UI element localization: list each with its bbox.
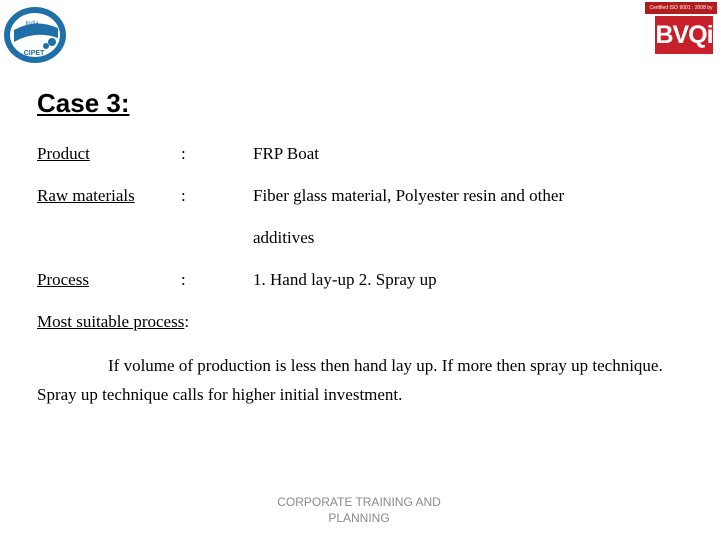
product-label: Product — [37, 144, 90, 163]
product-value: FRP Boat — [253, 144, 319, 163]
certification-caption: Certified ISO 9001 : 2008 by — [645, 2, 717, 14]
bvqi-mark — [655, 16, 713, 54]
most-suitable-colon: : — [184, 312, 190, 331]
cipet-logo-top-text: India — [25, 21, 39, 27]
footer — [259, 494, 459, 526]
explanation-paragraph: If volume of production is less then hand lay up. If more then spray up technique. Spray up technique calls for higher initial investment. — [37, 356, 663, 404]
footer-line-2: PLANNING — [328, 511, 390, 525]
cipet-logo-bottom-text: CIPET — [23, 50, 45, 57]
product-colon: : — [181, 144, 186, 163]
raw-materials-colon: : — [181, 186, 186, 205]
most-suitable-label: Most suitable process — [37, 312, 185, 331]
bvqi-logo — [645, 2, 717, 54]
page-title: Case 3: — [37, 88, 130, 118]
process-label: Process — [37, 270, 89, 289]
process-colon: : — [181, 270, 186, 289]
bvqi-mark-text: BVQi — [655, 21, 713, 49]
cipet-logo — [2, 4, 70, 66]
most-suitable-heading — [37, 312, 189, 332]
raw-materials-label: Raw materials — [37, 186, 135, 205]
raw-materials-value-continued: additives — [253, 228, 315, 247]
footer-line-1: CORPORATE TRAINING AND — [277, 495, 441, 509]
process-value: 1. Hand lay-up 2. Spray up — [253, 270, 437, 289]
raw-materials-value: Fiber glass material, Polyester resin and other — [253, 186, 565, 205]
